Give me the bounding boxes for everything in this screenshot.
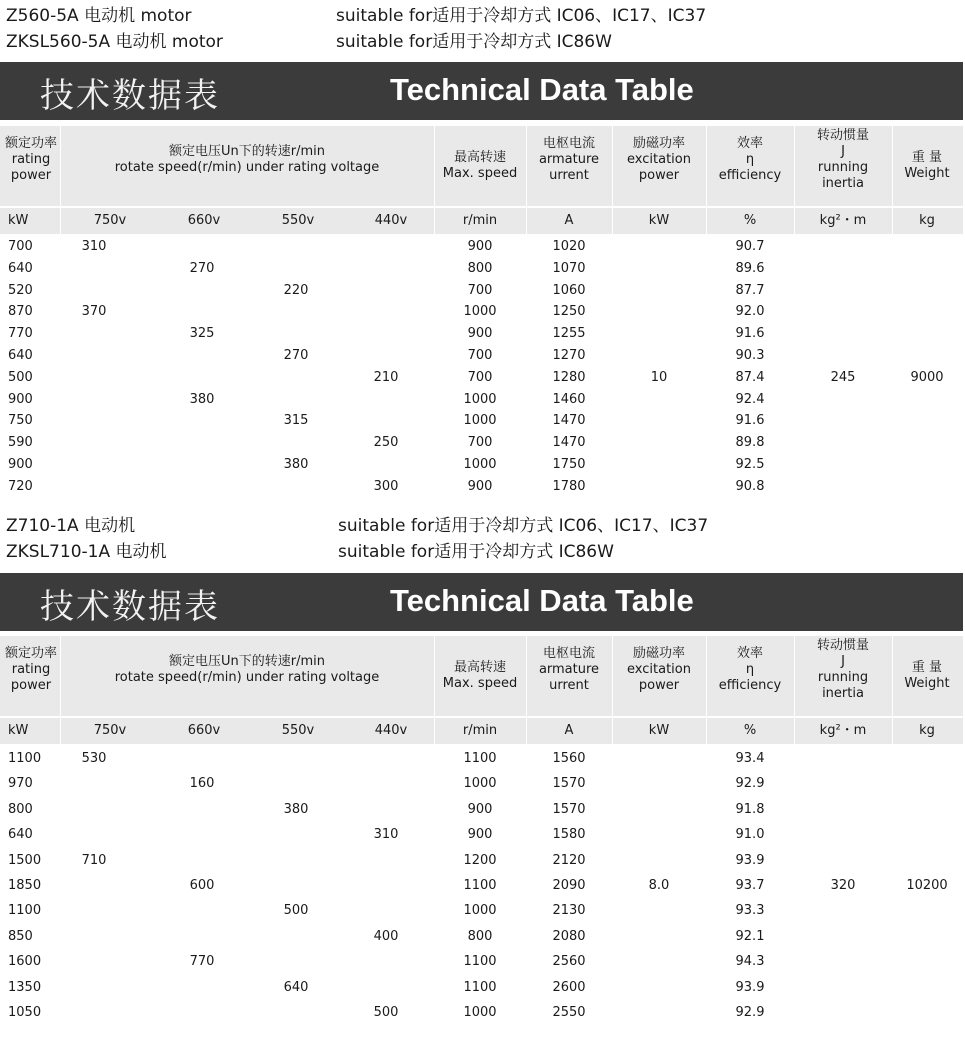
- unit-weight: kg: [919, 723, 935, 738]
- header-weight-line: 重 量: [911, 660, 943, 675]
- motor-model-line: ZKSL710-1A 电动机: [6, 542, 167, 562]
- cell-power: 900: [8, 457, 33, 472]
- cell-max: 1000: [463, 413, 497, 429]
- header-exc-line: 励磁功率: [632, 646, 685, 661]
- header-exc: [612, 646, 706, 694]
- shared-inertia-value: 245: [830, 369, 856, 385]
- header-weight-line: Weight: [904, 676, 950, 691]
- header-exc-line: power: [638, 168, 680, 183]
- cell-v550: 220: [283, 282, 309, 298]
- cell-arm: 1570: [552, 801, 586, 817]
- cooling-suitability-line: suitable for适用于冷却方式 IC86W: [338, 542, 614, 562]
- unit-v750: 750v: [93, 213, 127, 228]
- cell-arm: 1470: [552, 413, 586, 429]
- unit-eff: %: [743, 213, 757, 228]
- cell-eff: 93.9: [735, 979, 765, 995]
- cell-power: 640: [8, 348, 33, 363]
- header-power-line: power: [10, 168, 52, 183]
- cell-power: 770: [8, 326, 33, 342]
- cell-v550: 500: [283, 903, 309, 919]
- cell-power: 1500: [8, 852, 42, 868]
- unit-v660: 660v: [187, 213, 221, 228]
- cell-power: 870: [8, 304, 33, 320]
- header-power-line: rating: [11, 662, 51, 677]
- cell-arm: 1070: [552, 260, 586, 276]
- header-max-line: Max. speed: [442, 166, 518, 181]
- shared-weight-value: 9000: [910, 369, 944, 385]
- unit-v440: 440v: [374, 213, 408, 228]
- banner-title-cn: 技术数据表: [40, 76, 220, 116]
- cell-power: 850: [8, 928, 33, 944]
- cell-max: 1000: [463, 391, 497, 407]
- cell-power: 750: [8, 413, 33, 429]
- cell-v550: 270: [283, 348, 309, 363]
- cell-max: 1200: [463, 852, 497, 868]
- cell-max: 1000: [463, 903, 497, 919]
- motor-model-line: ZKSL560-5A 电动机 motor: [6, 32, 223, 52]
- header-arm-line: urrent: [549, 678, 589, 693]
- header-power-line: rating: [11, 152, 51, 167]
- header-weight-line: Weight: [904, 166, 950, 181]
- cell-power: 700: [8, 239, 33, 254]
- shared-excitation-value: 10: [650, 369, 668, 385]
- cell-v440: 250: [373, 435, 399, 451]
- header-arm-line: armature: [538, 662, 600, 677]
- table-row: [0, 258, 963, 280]
- header-max-line: Max. speed: [442, 676, 518, 691]
- cell-eff: 92.1: [735, 928, 765, 944]
- cell-v440: 300: [373, 478, 399, 494]
- header-speed: [60, 654, 434, 686]
- cell-power: 900: [8, 391, 33, 407]
- cell-eff: 92.0: [735, 304, 765, 320]
- cell-max: 900: [467, 827, 493, 843]
- cell-arm: 2600: [552, 979, 586, 995]
- table-row: [0, 410, 963, 432]
- header-exc-line: excitation: [627, 662, 691, 677]
- cell-max: 900: [467, 326, 493, 342]
- header-power-line: power: [10, 678, 52, 693]
- cell-power: 640: [8, 827, 33, 843]
- cell-max: 1000: [463, 304, 497, 320]
- cooling-suitability-line: suitable for适用于冷却方式 IC86W: [336, 32, 612, 52]
- table-row: [0, 975, 963, 1000]
- cell-arm: 2080: [552, 928, 586, 944]
- header-speed-line: 额定电压Un下的转速r/min: [169, 144, 325, 159]
- cell-v660: 270: [189, 260, 215, 276]
- header-arm-line: 电枢电流: [542, 136, 595, 151]
- cell-max: 1000: [463, 776, 497, 792]
- cell-max: 700: [467, 435, 493, 451]
- cell-eff: 91.0: [735, 827, 765, 843]
- header-arm-line: 电枢电流: [542, 646, 595, 661]
- cell-power: 520: [8, 282, 33, 298]
- cell-power: 590: [8, 435, 33, 451]
- unit-power: kW: [8, 213, 29, 228]
- cell-arm: 1780: [552, 478, 586, 494]
- header-inertia: [794, 128, 892, 192]
- header-exc-line: 励磁功率: [632, 136, 685, 151]
- header-weight-line: 重 量: [911, 150, 943, 165]
- cell-v660: 325: [189, 326, 215, 342]
- header-arm: [526, 136, 612, 184]
- cell-eff: 94.3: [735, 954, 765, 970]
- header-speed-line: rotate speed(r/min) under rating voltage: [114, 670, 380, 685]
- cell-v750: 710: [81, 852, 107, 868]
- cell-v750: 370: [81, 304, 107, 320]
- table-row: [0, 822, 963, 847]
- cell-power: 1050: [8, 1005, 42, 1020]
- header-eff: [706, 646, 794, 694]
- cell-power: 800: [8, 801, 33, 817]
- cell-max: 1000: [463, 457, 497, 472]
- table-row: [0, 432, 963, 454]
- header-power: [2, 646, 60, 694]
- table-row: [0, 771, 963, 796]
- header-speed: [60, 144, 434, 176]
- cell-eff: 93.9: [735, 852, 765, 868]
- cell-eff: 89.8: [735, 435, 765, 451]
- header-exc: [612, 136, 706, 184]
- header-power-line: 额定功率: [4, 646, 57, 661]
- cell-v440: 400: [373, 928, 399, 944]
- table-row: [0, 476, 963, 498]
- table-row: [0, 345, 963, 367]
- header-inertia-line: running: [817, 670, 869, 685]
- header-speed-line: 额定电压Un下的转速r/min: [169, 654, 325, 669]
- table-row: [0, 236, 963, 258]
- motor-model-line: Z560-5A 电动机 motor: [6, 6, 192, 26]
- cell-power: 1600: [8, 954, 42, 970]
- cell-power: 1100: [8, 751, 42, 766]
- cell-power: 1850: [8, 878, 42, 893]
- cell-arm: 1250: [552, 304, 586, 320]
- cell-arm: 1020: [552, 239, 586, 254]
- cell-eff: 90.3: [735, 348, 765, 363]
- table-row: [0, 898, 963, 923]
- cell-eff: 90.8: [735, 478, 765, 494]
- table-row: [0, 746, 963, 771]
- unit-v440: 440v: [374, 723, 408, 738]
- header-max-line: 最高转速: [453, 660, 506, 675]
- table-row: [0, 323, 963, 345]
- cell-v750: 530: [81, 751, 107, 766]
- cell-eff: 90.7: [735, 239, 765, 254]
- cell-max: 800: [467, 928, 493, 944]
- cell-v440: 500: [373, 1005, 399, 1020]
- header-eff-line: 效率: [736, 136, 763, 151]
- cell-arm: 2550: [552, 1005, 586, 1020]
- cell-power: 1350: [8, 979, 42, 995]
- cell-arm: 1270: [552, 348, 586, 363]
- cell-eff: 91.8: [735, 801, 765, 817]
- header-eff-line: 效率: [736, 646, 763, 661]
- header-inertia-line: J: [841, 144, 845, 159]
- cell-max: 700: [467, 282, 493, 298]
- cell-v660: 770: [189, 954, 215, 970]
- cell-arm: 2130: [552, 903, 586, 919]
- header-max-line: 最高转速: [453, 150, 506, 165]
- cell-max: 1100: [463, 979, 497, 995]
- header-inertia-line: 转动惯量: [816, 638, 869, 653]
- cell-v550: 380: [283, 457, 309, 472]
- cell-arm: 2120: [552, 852, 586, 868]
- cell-v660: 160: [189, 776, 215, 792]
- header-eff-line: η: [745, 152, 755, 167]
- unit-exc: kW: [648, 213, 670, 228]
- cell-arm: 1580: [552, 827, 586, 843]
- cell-arm: 2090: [552, 878, 586, 893]
- cell-arm: 1460: [552, 391, 586, 407]
- unit-max: r/min: [462, 723, 498, 738]
- header-weight: [892, 150, 962, 182]
- header-eff-line: efficiency: [718, 678, 782, 693]
- cooling-suitability-line: suitable for适用于冷却方式 IC06、IC17、IC37: [336, 6, 707, 26]
- cell-eff: 89.6: [735, 260, 765, 276]
- cell-max: 900: [467, 478, 493, 494]
- cell-max: 1000: [463, 1005, 497, 1020]
- cell-v440: 310: [373, 827, 399, 843]
- header-inertia-line: J: [841, 654, 845, 669]
- banner-title-en: Technical Data Table: [390, 72, 694, 107]
- cell-eff: 87.4: [735, 369, 765, 385]
- unit-weight: kg: [919, 213, 935, 228]
- header-arm-line: armature: [538, 152, 600, 167]
- header-arm-line: urrent: [549, 168, 589, 183]
- unit-v750: 750v: [93, 723, 127, 738]
- table-row: [0, 1000, 963, 1025]
- header-max: [434, 150, 526, 182]
- unit-arm: A: [564, 213, 574, 228]
- header-eff: [706, 136, 794, 184]
- cell-eff: 92.4: [735, 391, 765, 407]
- header-max: [434, 660, 526, 692]
- unit-inertia: kg²・m: [819, 723, 867, 738]
- cell-arm: 1560: [552, 751, 586, 766]
- header-exc-line: excitation: [627, 152, 691, 167]
- header-power: [2, 136, 60, 184]
- cell-max: 700: [467, 369, 493, 385]
- header-inertia-line: running: [817, 160, 869, 175]
- cooling-suitability-line: suitable for适用于冷却方式 IC06、IC17、IC37: [338, 516, 709, 536]
- cell-v660: 600: [189, 878, 215, 893]
- unit-v550: 550v: [281, 213, 315, 228]
- table-row: [0, 848, 963, 873]
- cell-power: 720: [8, 478, 33, 494]
- shared-weight-value: 10200: [906, 878, 948, 893]
- cell-arm: 1060: [552, 282, 586, 298]
- cell-arm: 1280: [552, 369, 586, 385]
- header-inertia-line: inertia: [822, 686, 864, 701]
- shared-inertia-value: 320: [830, 878, 856, 893]
- header-weight: [892, 660, 962, 692]
- header-inertia-line: inertia: [822, 176, 864, 191]
- header-arm: [526, 646, 612, 694]
- table-title-banner: [0, 62, 963, 120]
- cell-arm: 1570: [552, 776, 586, 792]
- cell-v440: 210: [373, 369, 399, 385]
- cell-eff: 93.7: [735, 878, 765, 893]
- cell-power: 640: [8, 260, 33, 276]
- cell-max: 1100: [463, 751, 497, 766]
- cell-eff: 92.9: [735, 776, 765, 792]
- cell-arm: 2560: [552, 954, 586, 970]
- cell-max: 700: [467, 348, 493, 363]
- banner-title-cn: 技术数据表: [40, 587, 220, 627]
- unit-max: r/min: [462, 213, 498, 228]
- cell-power: 1100: [8, 903, 42, 919]
- header-exc-line: power: [638, 678, 680, 693]
- cell-v750: 310: [81, 239, 107, 254]
- cell-v550: 380: [283, 801, 309, 817]
- unit-inertia: kg²・m: [819, 213, 867, 228]
- cell-power: 500: [8, 369, 33, 385]
- cell-power: 970: [8, 776, 33, 792]
- unit-v660: 660v: [187, 723, 221, 738]
- table-row: [0, 389, 963, 411]
- cell-max: 1100: [463, 878, 497, 893]
- cell-arm: 1255: [552, 326, 586, 342]
- table-row: [0, 301, 963, 323]
- cell-v660: 380: [189, 391, 215, 407]
- header-eff-line: η: [745, 662, 755, 677]
- cell-eff: 92.5: [735, 457, 765, 472]
- cell-max: 800: [467, 260, 493, 276]
- header-inertia-line: 转动惯量: [816, 128, 869, 143]
- table-row: [0, 797, 963, 822]
- header-power-line: 额定功率: [4, 136, 57, 151]
- cell-max: 1100: [463, 954, 497, 970]
- cell-arm: 1750: [552, 457, 586, 472]
- unit-v550: 550v: [281, 723, 315, 738]
- cell-v550: 315: [283, 413, 309, 429]
- cell-arm: 1470: [552, 435, 586, 451]
- cell-eff: 93.4: [735, 751, 765, 766]
- cell-eff: 92.9: [735, 1005, 765, 1020]
- banner-title-en: Technical Data Table: [390, 583, 694, 618]
- table-row: [0, 949, 963, 974]
- unit-power: kW: [8, 723, 29, 738]
- table-row: [0, 924, 963, 949]
- cell-eff: 87.7: [735, 282, 765, 298]
- cell-eff: 91.6: [735, 326, 765, 342]
- table-title-banner: [0, 573, 963, 631]
- table-row: [0, 454, 963, 476]
- unit-arm: A: [564, 723, 574, 738]
- header-eff-line: efficiency: [718, 168, 782, 183]
- motor-model-line: Z710-1A 电动机: [6, 516, 136, 536]
- table-row: [0, 280, 963, 302]
- cell-v550: 640: [283, 979, 309, 995]
- unit-exc: kW: [648, 723, 670, 738]
- cell-eff: 93.3: [735, 903, 765, 919]
- cell-max: 900: [467, 801, 493, 817]
- header-inertia: [794, 638, 892, 702]
- unit-eff: %: [743, 723, 757, 738]
- shared-excitation-value: 8.0: [648, 878, 670, 893]
- cell-eff: 91.6: [735, 413, 765, 429]
- cell-max: 900: [467, 239, 493, 254]
- header-speed-line: rotate speed(r/min) under rating voltage: [114, 160, 380, 175]
